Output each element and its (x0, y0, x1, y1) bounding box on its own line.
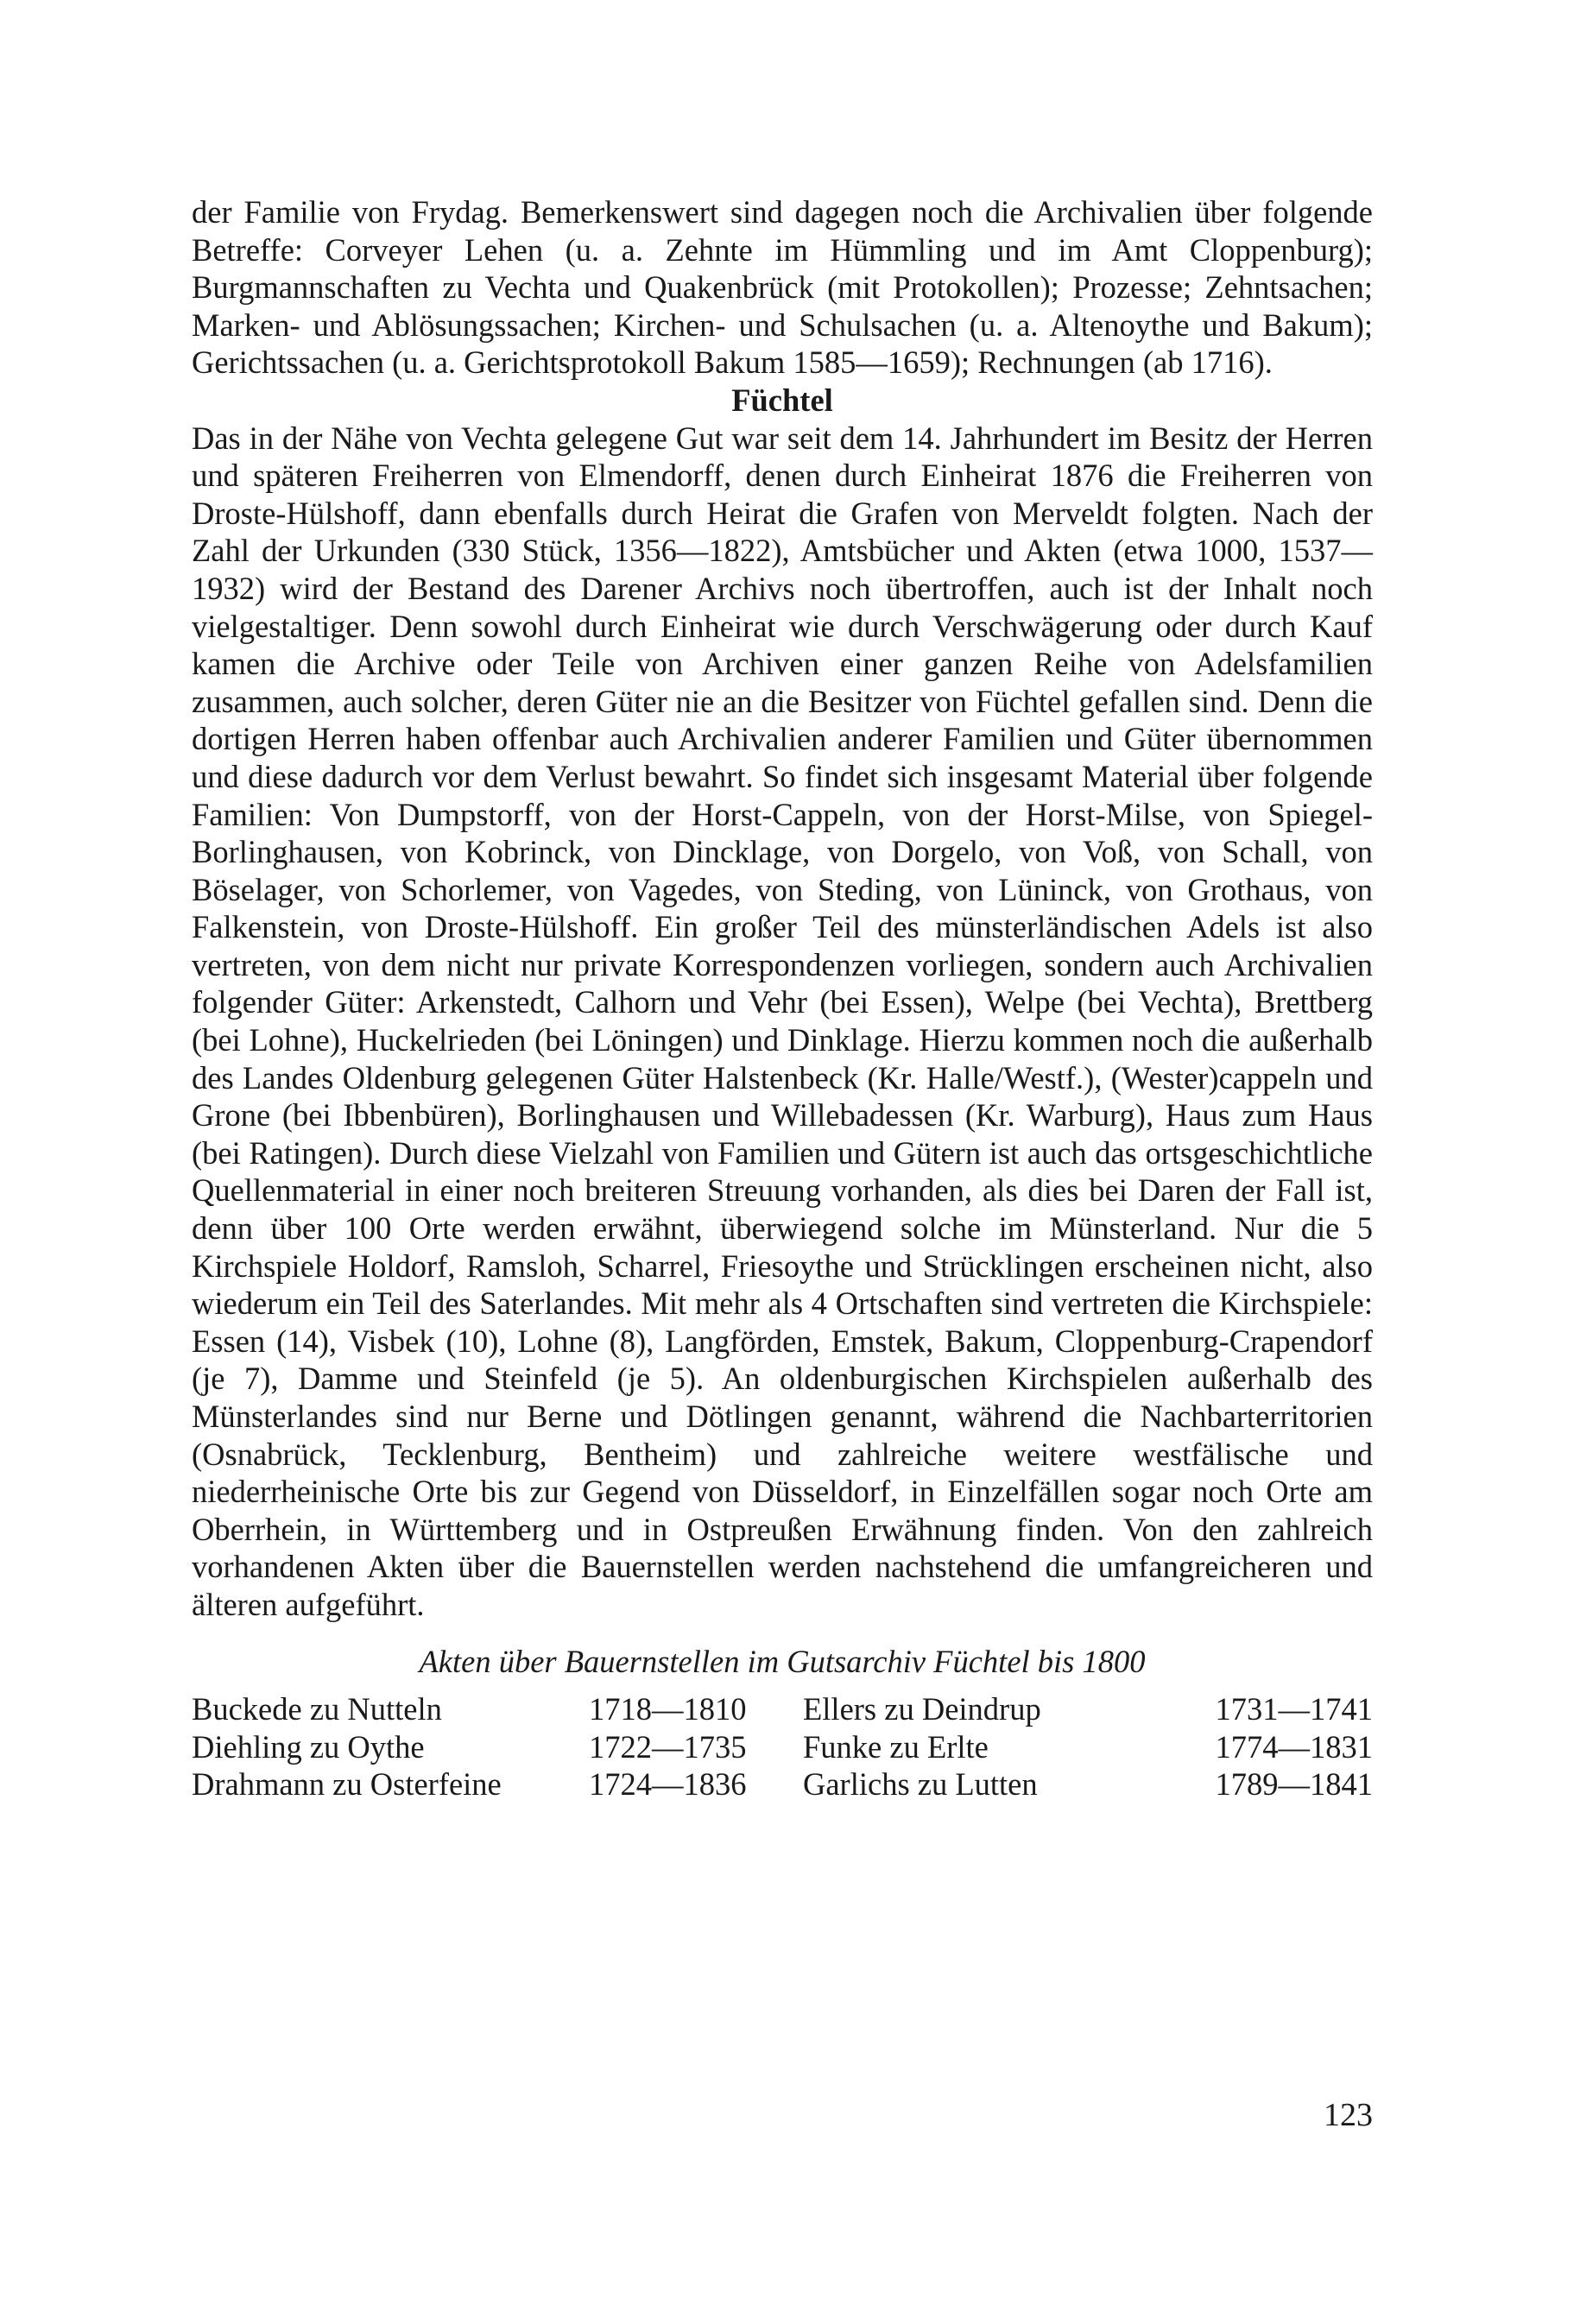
section-body-paragraph: Das in der Nähe von Vechta gelegene Gut war seit dem 14. Jahrhundert im Besitz der Herren und späteren Freiherren von Elmendorff, denen durch Einheirat 1876 die Freiherren von Droste-Hülshoff, dann ebenfalls durch Heirat die Grafen von Merveldt folgten. Nach der Zahl der Urkunden (330 Stück, 1356—1822), Amtsbücher und Akten (etwa 1000, 1537—1932) wird der Bestand des Darener Archivs noch übertroffen, auch ist der Inhalt noch vielgestaltiger. Denn sowohl durch Einheirat wie durch Verschwägerung oder durch Kauf kamen die Archive oder Teile von Archiven einer ganzen Reihe von Adelsfamilien zusammen, auch solcher, deren Güter nie an die Besitzer von Füchtel gefallen sind. Denn die dortigen Herren haben offenbar auch Archivalien anderer Familien und Güter übernommen und diese dadurch vor dem Verlust bewahrt. So findet sich insgesamt Material über folgende Familien: Von Dumpstorff, von der Horst-Cappeln, von der Horst-Milse, von Spiegel-Borlinghausen, von Kobrinck, von Dincklage, von Dorgelo, von Voß, von Schall, von Böselager, von Schorlemer, von Vagedes, von Steding, von Lüninck, von Grothaus, von Falkenstein, von Droste-Hülshoff. Ein großer Teil des münsterländischen Adels ist also vertreten, von dem nicht nur private Korrespondenzen vorliegen, sondern auch Archivalien folgender Güter: Arkenstedt, Calhorn und Vehr (bei Essen), Welpe (bei Vechta), Brettberg (bei Lohne), Huckelrieden (bei Löningen) und Dinklage. Hierzu kommen noch die außerhalb des Landes Oldenburg gelegenen Güter Halstenbeck (Kr. Halle/Westf.), (Wester)cappeln und Grone (bei Ibbenbüren), Borlinghausen und Willebadessen (Kr. Warburg), Haus zum Haus (bei Ratingen). Durch diese Vielzahl von Familien und Gütern ist auch das ortsgeschichtliche Quellenmaterial in einer noch breiteren Streuung vorhanden, als dies bei Daren der Fall ist, denn über 100 Orte werden erwähnt, überwiegend solche im Münsterland. Nur die 5 Kirchspiele Holdorf, Ramsloh, Scharrel, Friesoythe und Strücklingen erscheinen nicht, also wiederum ein Teil des Saterlandes. Mit mehr als 4 Ortschaften sind vertreten die Kirchspiele: Essen (14), Visbek (10), Lohne (8), Langförden, Emstek, Bakum, Cloppenburg-Crapendorf (je 7), Damme und Steinfeld (je 5). An oldenburgischen Kirchspielen außerhalb des Münsterlandes sind nur Berne und Dötlingen genannt, während die Nachbarterritorien (Osnabrück, Tecklenburg, Bentheim) und zahlreiche weitere westfälische und niederrheinische Orte bis zur Gegend von Düsseldorf, in Einzelfällen sogar noch Orte am Oberrhein, in Württemberg und in Ostpreußen Erwähnung finden. Von den zahlreich vorhandenen Akten über die Bauernstellen werden nachstehend die umfangreicheren und älteren aufgeführt. (192, 420, 1373, 1622)
farm-years-cell: 1718—1810 (589, 1691, 747, 1727)
farm-records-table (192, 1690, 1373, 1803)
farm-name-cell: Garlichs zu Lutten (803, 1766, 1038, 1803)
farm-years-cell: 1774—1831 (1215, 1728, 1373, 1765)
farm-name-cell: Ellers zu Deindrup (803, 1691, 1041, 1727)
table-caption: Akten über Bauernstellen im Gutsarchiv Füchtel bis 1800 (419, 1643, 1146, 1679)
farm-name-cell: Funke zu Erlte (803, 1728, 989, 1765)
intro-paragraph: der Familie von Frydag. Bemerkenswert sind dagegen noch die Archivalien über folgende Betreffe: Corveyer Lehen (u. a. Zehnte im Hümmling und im Amt Cloppenburg); Burgmannschaften zu Vechta und Quakenbrück (mit Protokollen); Prozesse; Zehntsachen; Marken- und Ablösungssachen; Kirchen- und Schulsachen (u. a. Altenoythe und Bakum); Gerichtssachen (u. a. Gerichtsprotokoll Bakum 1585—1659); Rechnungen (ab 1716). (192, 194, 1373, 381)
table-row (192, 1728, 1373, 1766)
page-content (192, 193, 1373, 1803)
farm-years-cell: 1789—1841 (1215, 1766, 1373, 1803)
section-heading: Füchtel (731, 382, 833, 418)
farm-name-cell: Diehling zu Oythe (192, 1728, 425, 1765)
farm-name-cell: Buckede zu Nutteln (192, 1691, 442, 1727)
table-row (192, 1690, 1373, 1728)
page-number: 123 (1324, 2097, 1373, 2133)
farm-name-cell: Drahmann zu Osterfeine (192, 1766, 502, 1803)
farm-years-cell: 1731—1741 (1215, 1691, 1373, 1727)
farm-years-cell: 1722—1735 (589, 1728, 747, 1765)
farm-years-cell: 1724—1836 (589, 1766, 747, 1803)
table-row (192, 1765, 1373, 1803)
